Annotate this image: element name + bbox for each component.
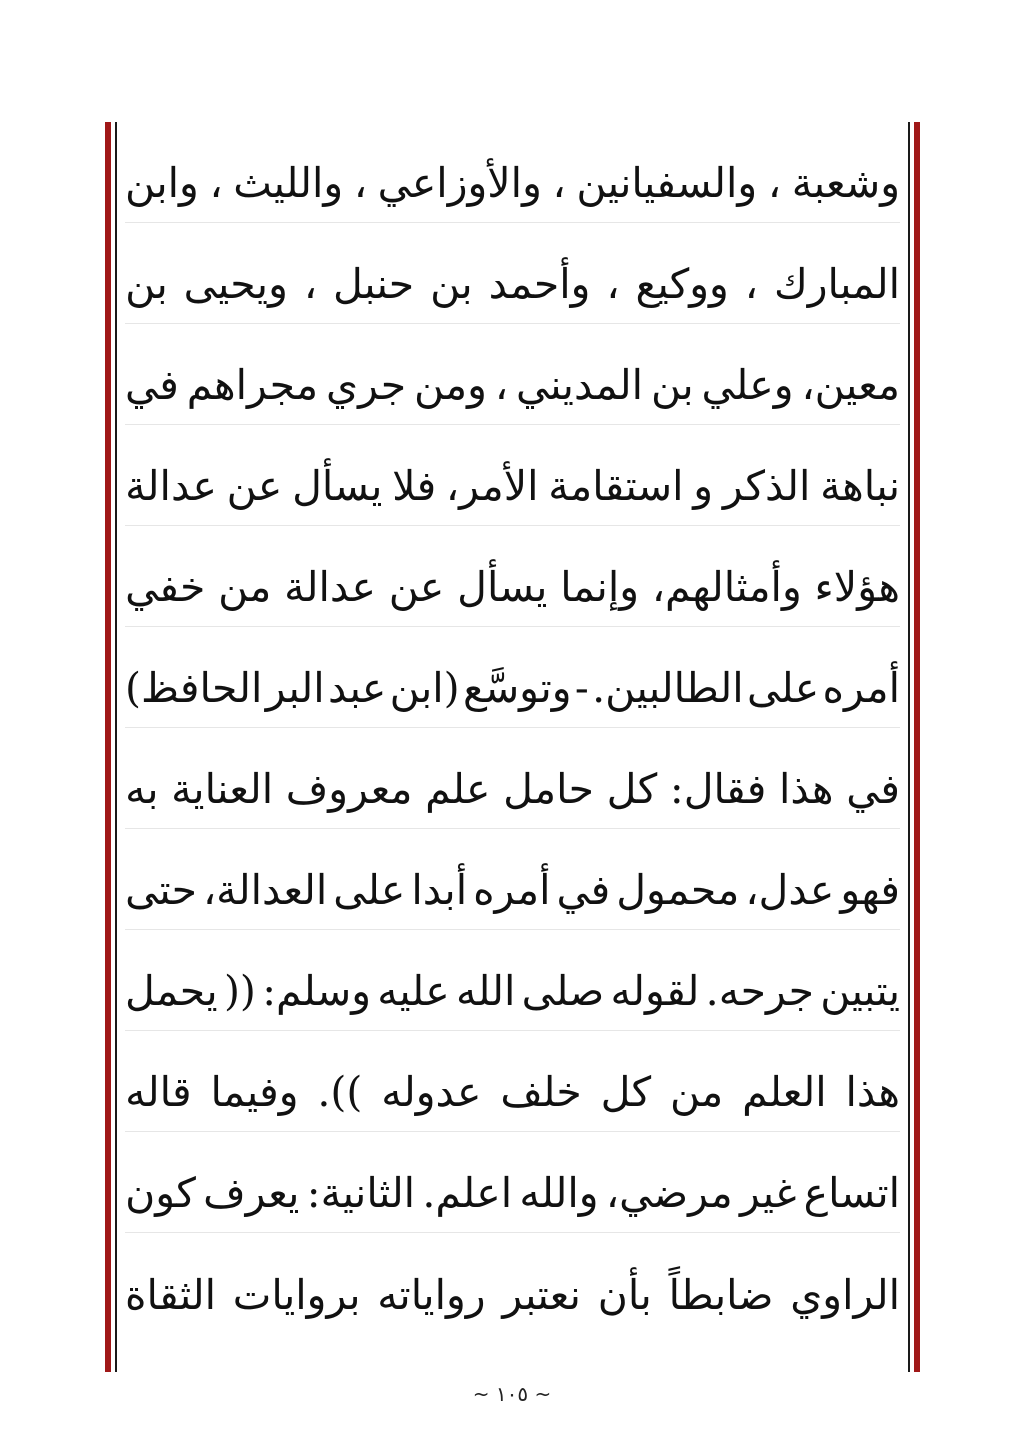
- word: عدوله: [381, 1068, 482, 1116]
- word: على: [746, 664, 820, 712]
- word: حنبل: [333, 260, 415, 308]
- word: وابن: [125, 159, 199, 207]
- word: معروف: [285, 765, 413, 813]
- word: الطالبين.: [592, 664, 744, 712]
- word: البر: [265, 664, 325, 712]
- word: جري: [326, 361, 407, 409]
- word: وفيما: [210, 1068, 299, 1116]
- word: عن: [226, 462, 283, 510]
- word: يعرف: [203, 1169, 300, 1217]
- word: وتوسَّع: [463, 664, 572, 712]
- word: وإنما: [560, 563, 640, 611]
- word: نعتبر: [502, 1270, 581, 1319]
- word: عن: [388, 563, 445, 611]
- page-number: ~ ١٠٥ ~: [472, 1382, 552, 1406]
- word: ،: [303, 260, 318, 308]
- word: ،: [606, 260, 620, 308]
- word: خلف: [500, 1068, 582, 1116]
- word: كل: [600, 1068, 652, 1116]
- word: الحافظ): [125, 664, 263, 712]
- word: وشعبة: [791, 159, 900, 207]
- word: عدل،: [745, 866, 835, 914]
- word: ،: [552, 159, 566, 207]
- word: يسأل: [457, 563, 548, 611]
- word: عبد: [327, 664, 387, 712]
- word: في: [846, 765, 900, 813]
- text-line: [125, 627, 900, 728]
- word: به: [125, 765, 159, 813]
- word: يحمل: [125, 967, 218, 1015]
- word: )).: [317, 1068, 363, 1116]
- word: غير: [739, 1169, 797, 1217]
- word: هؤلاء: [814, 563, 900, 611]
- word: وسلم:: [262, 967, 372, 1015]
- word: الله: [455, 967, 516, 1015]
- word: مرضي،: [605, 1169, 733, 1217]
- word: صلى: [521, 967, 605, 1015]
- word: معين،: [801, 361, 900, 409]
- text-frame: [105, 122, 920, 1372]
- word: بن: [430, 260, 473, 308]
- word: فقال:: [669, 765, 767, 813]
- word: مجراهم: [186, 361, 319, 409]
- word: حامل: [503, 765, 594, 813]
- word: جرحه.: [705, 967, 814, 1015]
- word: بن: [125, 260, 168, 308]
- word: الذكر: [722, 462, 811, 510]
- word: المديني: [516, 361, 644, 409]
- text-line: [125, 930, 900, 1031]
- word: اعلم.: [422, 1169, 513, 1217]
- text-line: [125, 122, 900, 223]
- word: على: [333, 866, 406, 914]
- word: في: [125, 361, 179, 409]
- word: والسفيانين: [576, 159, 758, 207]
- text-body: [125, 122, 900, 1372]
- word: يسأل: [292, 462, 383, 510]
- word: هذا: [779, 765, 834, 813]
- word: والأوزاعي: [377, 159, 542, 207]
- word: من: [670, 1068, 724, 1116]
- word: ويحيى: [183, 260, 288, 308]
- word: ،: [353, 159, 368, 207]
- word: من: [218, 563, 272, 611]
- word: علم: [425, 765, 491, 813]
- word: لقوله: [610, 967, 700, 1015]
- word: -: [574, 664, 589, 712]
- word: العلم: [742, 1068, 827, 1116]
- word: ،: [494, 361, 509, 409]
- word: ،: [767, 159, 782, 207]
- word: (ابن: [389, 664, 460, 712]
- word: اتساع: [803, 1169, 900, 1217]
- text-line: [125, 324, 900, 425]
- word: وأمثالهم،: [651, 563, 802, 611]
- word: وعلي: [701, 361, 794, 409]
- word: ((: [223, 967, 256, 1015]
- word: خفي: [125, 563, 206, 611]
- word: الثانية:: [306, 1169, 416, 1217]
- text-line: [125, 1233, 900, 1334]
- word: المبارك: [773, 260, 900, 308]
- word: أبدا: [411, 866, 468, 914]
- word: حتى: [125, 866, 197, 914]
- text-line: [125, 425, 900, 526]
- word: استقامة: [548, 462, 684, 510]
- word: ضابطاً: [668, 1270, 774, 1319]
- word: فلا: [392, 462, 437, 510]
- word: محمول: [616, 866, 740, 914]
- word: العدالة،: [202, 866, 328, 914]
- text-line: [125, 526, 900, 627]
- word: عليه: [377, 967, 450, 1015]
- word: ووكيع: [635, 260, 729, 308]
- word: كل: [606, 765, 658, 813]
- word: والليث: [233, 159, 344, 207]
- word: ،: [209, 159, 223, 207]
- word: و: [693, 462, 714, 510]
- word: كون: [125, 1169, 196, 1217]
- word: رواياته: [377, 1270, 486, 1319]
- word: بروايات: [232, 1270, 361, 1319]
- word: في: [556, 866, 611, 914]
- word: قاله: [125, 1068, 192, 1116]
- text-line: [125, 1132, 900, 1233]
- word: والله: [519, 1169, 599, 1217]
- word: هذا: [845, 1068, 900, 1116]
- word: ،: [744, 260, 759, 308]
- word: أمره: [473, 866, 551, 914]
- word: أمره: [822, 664, 900, 712]
- text-line: [125, 829, 900, 930]
- text-line: [125, 1031, 900, 1132]
- word: عدالة: [284, 563, 376, 611]
- text-line: [125, 223, 900, 324]
- word: بأن: [597, 1270, 652, 1319]
- word: فهو: [840, 866, 900, 914]
- word: يتبين: [820, 967, 900, 1015]
- word: نباهة: [820, 462, 900, 510]
- word: وأحمد: [488, 260, 591, 308]
- text-line: [125, 728, 900, 829]
- word: الثقاة: [125, 1270, 216, 1319]
- word: الأمر،: [445, 462, 539, 510]
- word: العناية: [171, 765, 274, 813]
- word: عدالة: [125, 462, 217, 510]
- word: الراوي: [790, 1270, 900, 1319]
- word: بن: [650, 361, 694, 409]
- word: ومن: [413, 361, 487, 409]
